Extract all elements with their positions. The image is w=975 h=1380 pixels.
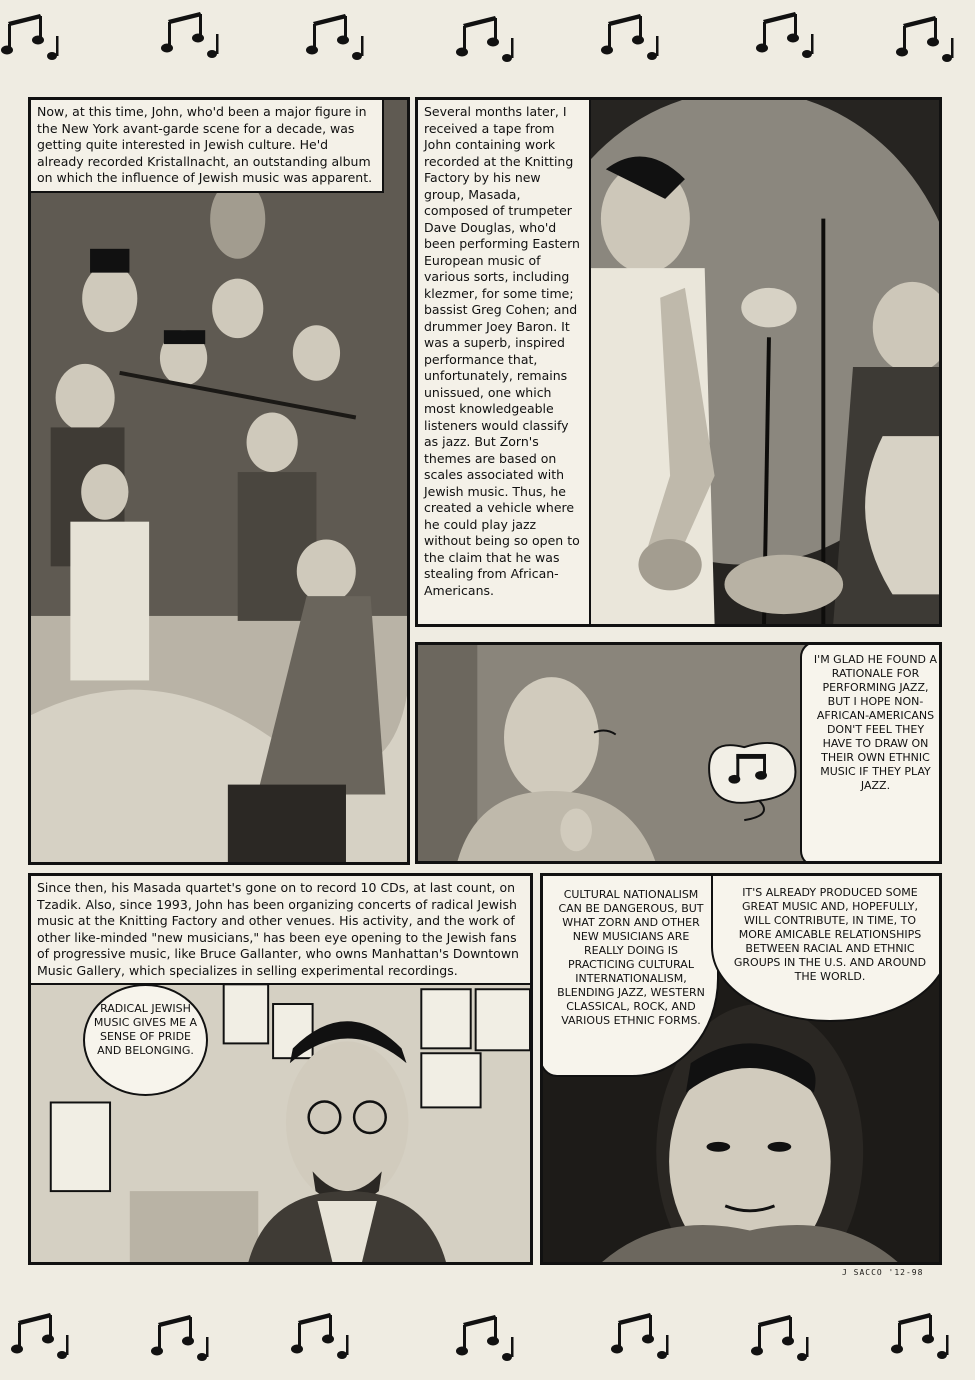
speech-balloon-panel-5-right: IT'S ALREADY PRODUCED SOME GREAT MUSIC AND, HOPEFULLY, WILL CONTRIBUTE, IN TIME, TO MORE AMICABLE RELATIONSHIPS BETWEEN RACIAL AND ETHNIC GROUPS IN THE U.S. AND AROUND THE WORLD. <box>711 873 942 1022</box>
music-note-icon <box>150 1309 214 1369</box>
artist-signature: J SACCO '12-98 <box>842 1268 924 1277</box>
music-note-icon <box>600 8 664 68</box>
speech-balloon-panel-5-left: CULTURAL NATIONALISM CAN BE DANGEROUS, BUT WHAT ZORN AND OTHER NEW MUSICIANS ARE REALLY DOING IS PRACTICING CULTURAL INTERNATIONALISM, BLENDING JAZZ, WESTERN CLASSICAL, ROCK, AND VARIOUS ETHNIC FORMS. <box>540 873 719 1077</box>
music-note-icon <box>455 10 519 70</box>
panel-record-shop-owner <box>28 873 533 1265</box>
music-note-icon <box>305 8 369 68</box>
music-note-icon <box>0 8 64 68</box>
panel-speaker-closeup <box>540 873 942 1265</box>
klezmer-band-drawing <box>31 100 407 862</box>
panel-klezmer-band <box>28 97 410 865</box>
panel-masada-performance <box>415 97 942 627</box>
music-note-icon <box>455 1309 519 1369</box>
music-note-icon <box>160 6 224 66</box>
music-note-icon <box>610 1307 674 1367</box>
panel-speaker-comment <box>415 642 942 864</box>
speech-balloon-panel-4: RADICAL JEWISH MUSIC GIVES ME A SENSE OF PRIDE AND BELONGING. <box>83 984 208 1096</box>
bottom-music-note-border <box>0 1295 975 1365</box>
music-note-icon <box>10 1307 74 1367</box>
music-note-icon <box>750 1309 814 1369</box>
music-note-icon <box>755 6 819 66</box>
music-note-icon <box>895 10 959 70</box>
caption-panel-4: Since then, his Masada quartet's gone on to record 10 CDs, at last count, on Tzadik. Also, since 1993, John has been organizing concerts of radical Jewish music at the Knitting Factory and other venues. His activity, and the work of other like-minded "new musicians," has been eye opening to the Jewish fans of progressive music, like Bruce Gallanter, who owns Manhattan's Downtown Music Gallery, which specializes in selling experimental recordings. <box>29 874 533 985</box>
music-note-icon <box>290 1307 354 1367</box>
caption-panel-1: Now, at this time, John, who'd been a major figure in the New York avant-garde scene for a decade, was getting quite interested in Jewish culture. He'd already recorded Kristallnacht, an outstanding album on which the influence of Jewish music was apparent. <box>29 98 384 193</box>
music-note-icon <box>890 1307 954 1367</box>
top-music-note-border <box>0 0 975 70</box>
caption-panel-2: Several months later, I received a tape from John containing work recorded at the Knitting Factory by his new group, Masada, composed of trumpeter Dave Douglas, who'd been performing Eastern European music of various sorts, including klezmer, for some time; bassist Greg Cohen; and drummer Joey Baron. It was a superb, inspired performance that, unfortunately, remains unissued, one which most knowledgeable listeners would classify as jazz. But Zorn's themes are based on scales associated with Jewish music. Thus, he created a vehicle where he could play jazz without being so open to the claim that he was stealing from African-Americans. <box>416 98 591 627</box>
speech-balloon-panel-3: I'M GLAD HE FOUND A RATIONALE FOR PERFORMING JAZZ, BUT I HOPE NON-AFRICAN-AMERICANS DON'T FEEL THEY HAVE TO DRAW ON THEIR OWN ETHNIC MUSIC IF THEY PLAY JAZZ. <box>800 642 942 864</box>
